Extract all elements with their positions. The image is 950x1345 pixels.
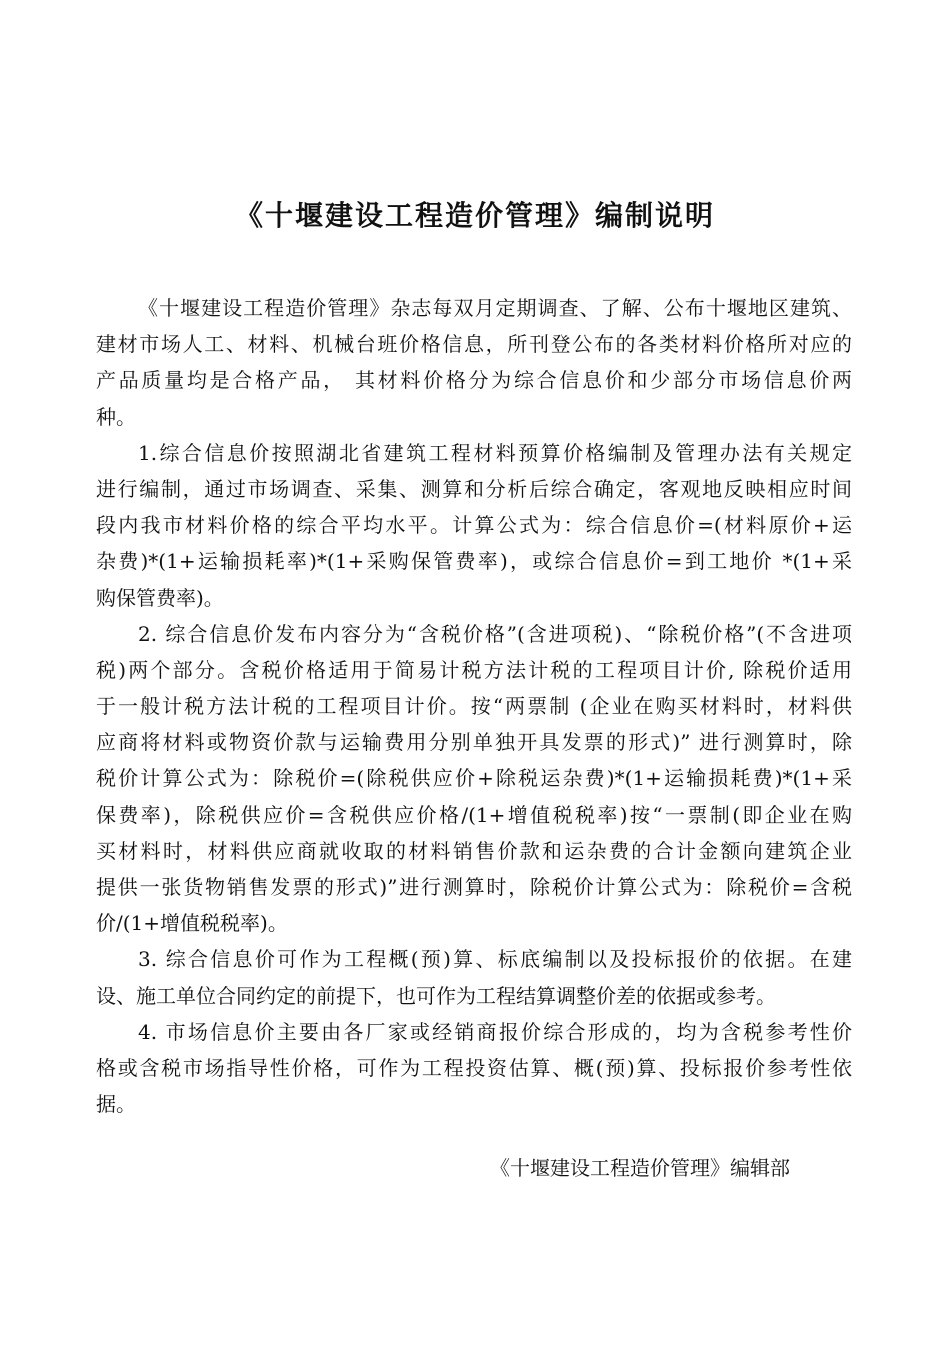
text-line: 税价计算公式为：除税价=(除税供应价+除税运杂费)*(1+运输损耗费)*(1+采 [96,766,852,791]
text-line: 1.综合信息价按照湖北省建筑工程材料预算价格编制及管理办法有关规定 [138,440,852,465]
text-line: 4. 市场信息价主要由各厂家或经销商报价综合形成的，均为含税参考性价 [138,1019,852,1044]
text-line: 保费率)，除税供应价=含税供应价格/(1+增值税税率)按“一票制(即企业在购 [96,802,852,827]
editorial-signature: 《十堰建设工程造价管理》编辑部 [490,1156,790,1180]
text-line: 买材料时，材料供应商就收取的材料销售价款和运杂费的合计金额向建筑企业 [96,838,852,863]
document-title: 《十堰建设工程造价管理》编制说明 [234,199,715,232]
text-line: 提供一张货物销售发票的形式)”进行测算时，除税价计算公式为：除税价=含税 [96,875,852,899]
document-body [96,290,852,1122]
text-line: 价/(1+增值税税率)。 [96,911,288,936]
text-line: 购保管费率)。 [96,585,224,610]
text-line: 种。 [96,404,136,429]
text-line: 应商将材料或物资价款与运输费用分别单独开具发票的形式)” 进行测算时，除 [96,730,852,755]
text-line: 税)两个部分。含税价格适用于简易计税方法计税的工程项目计价, 除税价适用 [96,657,852,682]
text-line: 产品质量均是合格产品， 其材料价格分为综合信息价和少部分市场信息价两 [96,368,852,393]
text-line: 段内我市材料价格的综合平均水平。计算公式为：综合信息价=(材料原价+运 [96,513,852,538]
paragraph-item-1 [96,435,852,616]
text-line: 据。 [96,1092,136,1117]
text-line: 进行编制，通过市场调查、采集、测算和分析后综合确定，客观地反映相应时间 [96,476,852,501]
paragraph-item-3 [96,941,852,1013]
text-line: 建材市场人工、材料、机械台班价格信息，所刊登公布的各类材料价格所对应的 [96,332,852,357]
text-line: 《十堰建设工程造价管理》杂志每双月定期调查、了解、公布十堰地区建筑、 [138,296,852,320]
text-line: 格或含税市场指导性价格，可作为工程投资估算、概(预)算、投标报价参考性依 [96,1055,852,1080]
text-line: 于一般计税方法计税的工程项目计价。按“两票制 (企业在购买材料时，材料供 [96,694,852,719]
text-line: 设、施工单位合同约定的前提下，也可作为工程结算调整价差的依据或参考。 [96,983,776,1008]
text-line: 杂费)*(1+运输损耗率)*(1+采购保管费率)，或综合信息价=到工地价 *(1+采 [96,549,852,574]
text-line: 3. 综合信息价可作为工程概(预)算、标底编制以及投标报价的依据。在建 [138,947,852,972]
paragraph-item-4 [96,1014,852,1123]
paragraph-intro [96,290,852,435]
text-line: 2. 综合信息价发布内容分为“含税价格”(含进项税)、“除税价格”(不含进项 [138,621,852,646]
paragraph-item-2 [96,616,852,942]
